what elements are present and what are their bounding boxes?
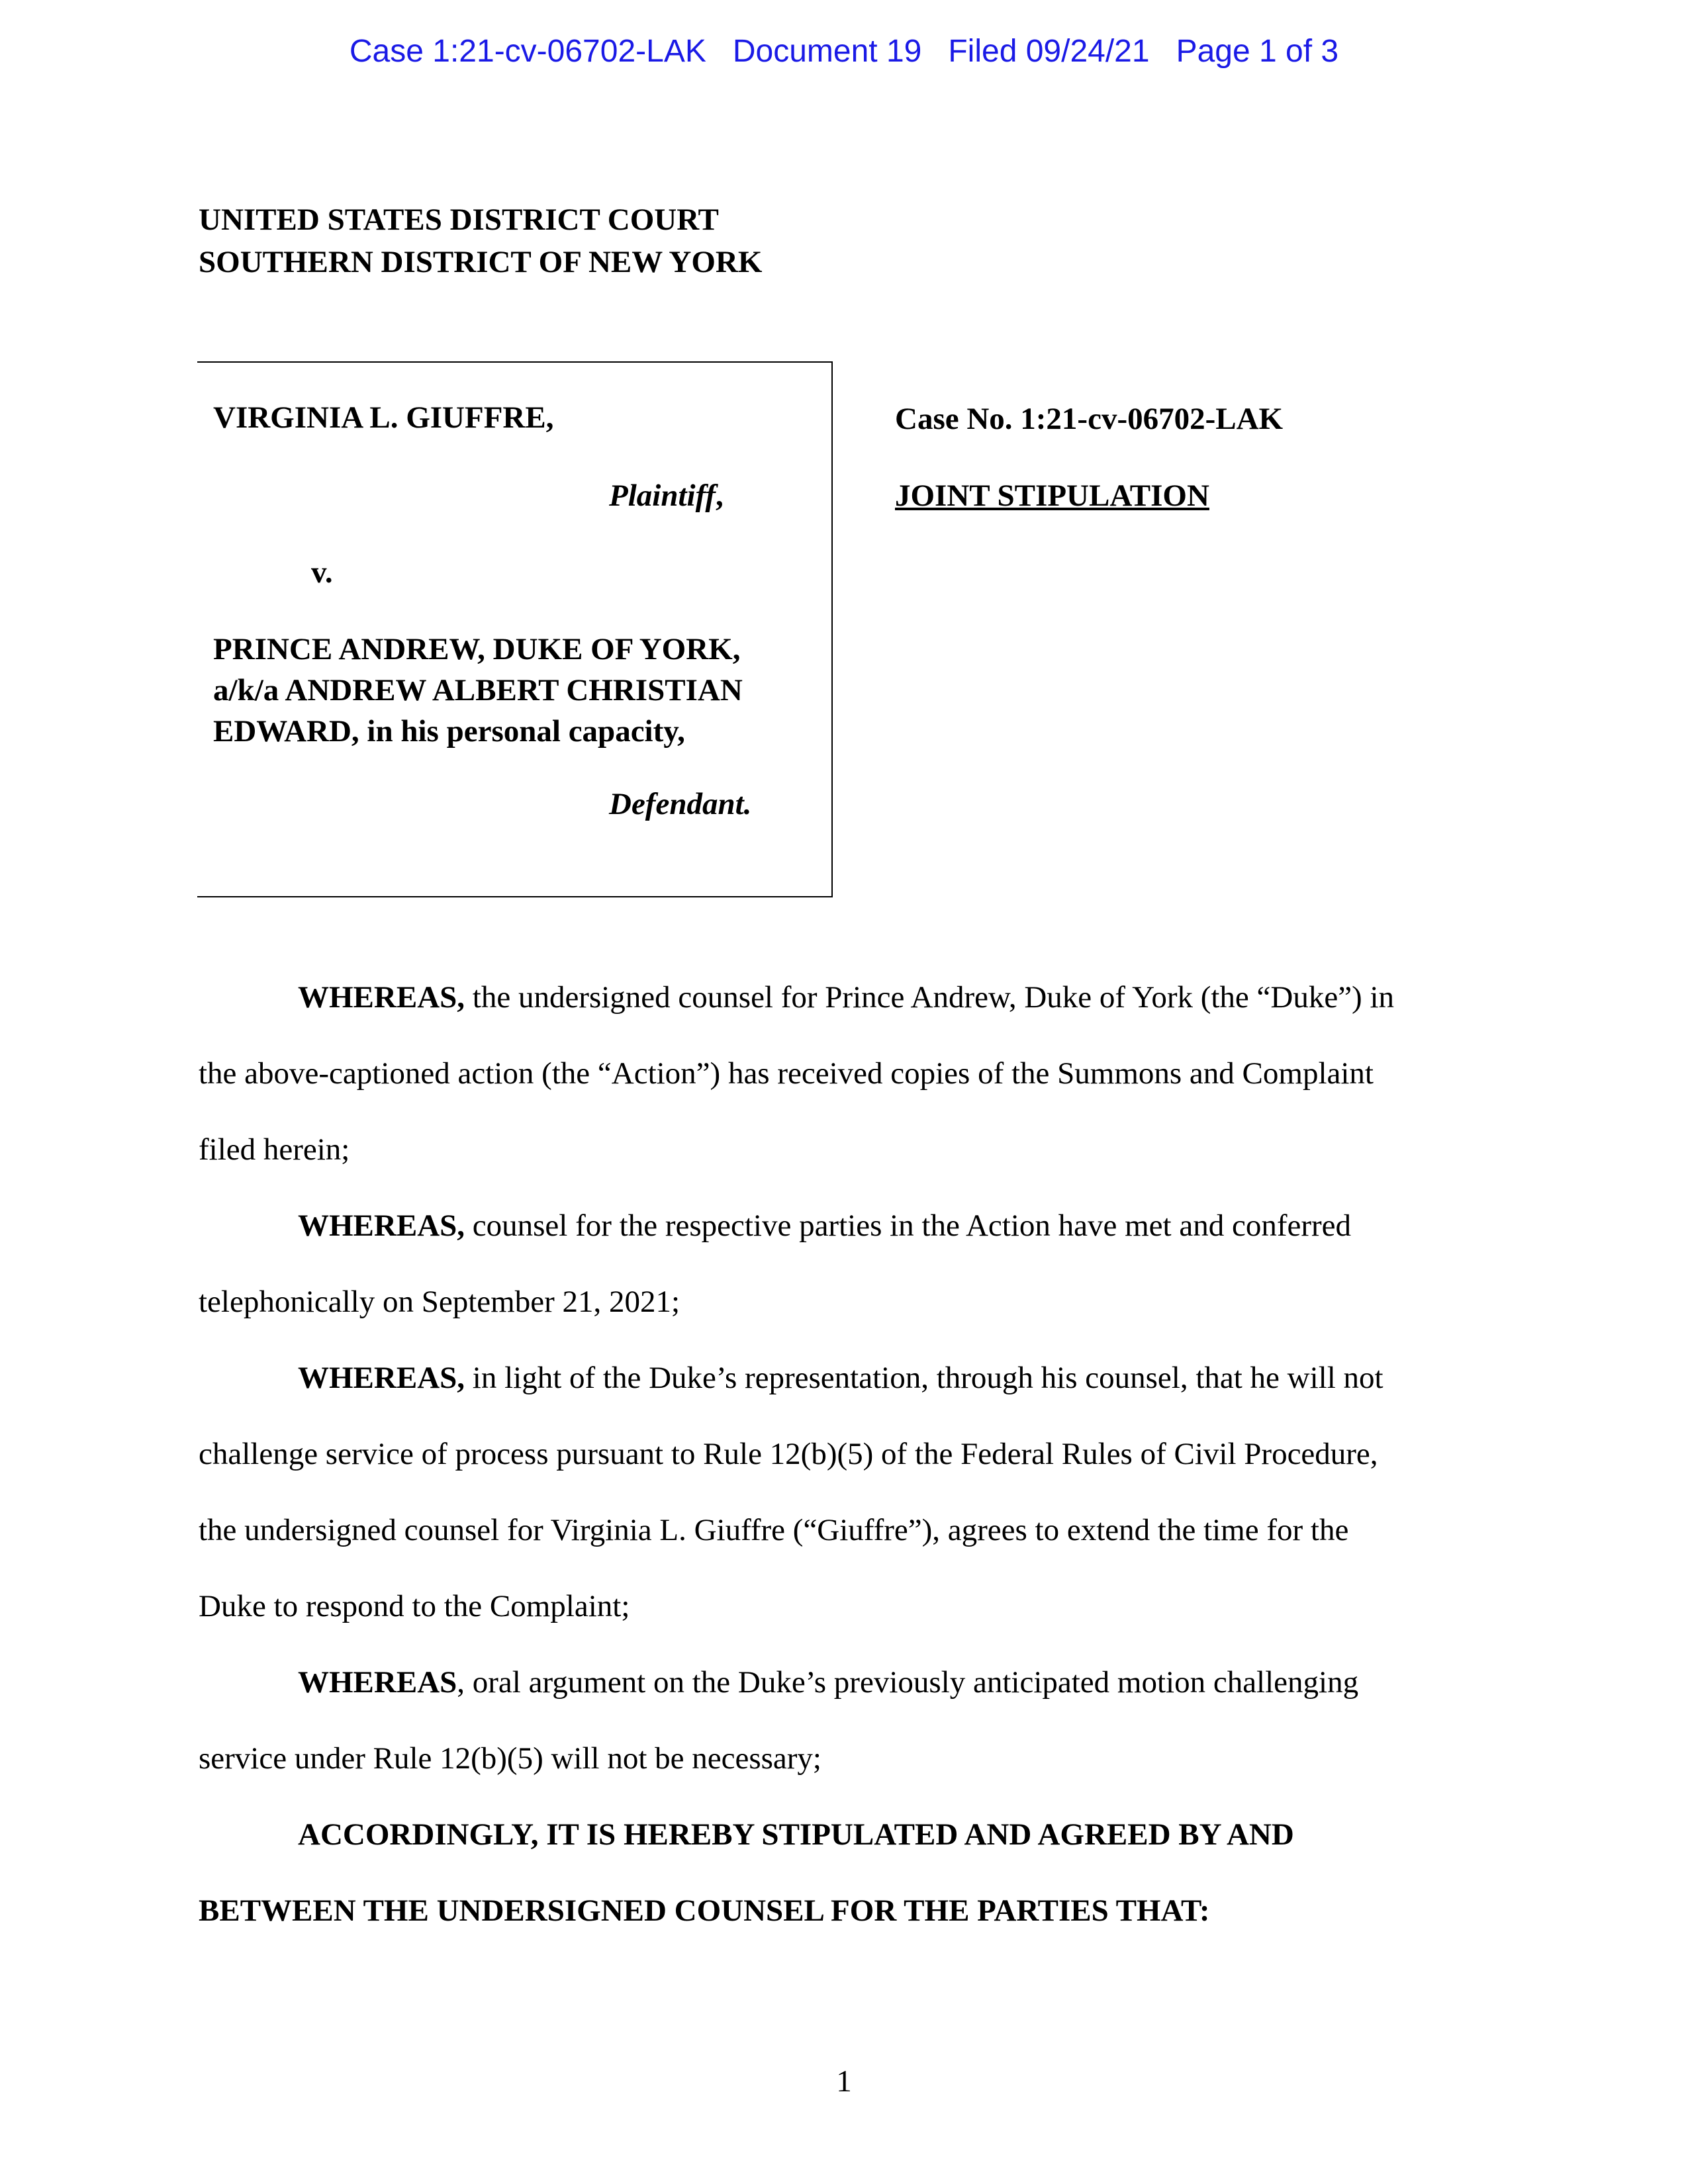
whereas-4-line-1: WHEREAS, oral argument on the Duke’s previously anticipated motion challenging — [298, 1665, 1359, 1700]
versus: v. — [311, 555, 333, 590]
whereas-4-line-2: service under Rule 12(b)(5) will not be necessary; — [199, 1741, 821, 1776]
ecf-filing-stamp: Case 1:21-cv-06702-LAK Document 19 Filed 09/24/21 Page 1 of 3 — [349, 34, 1339, 69]
stipulation-body — [199, 960, 1476, 1949]
court-heading — [199, 199, 762, 283]
page-number: 1 — [836, 2064, 852, 2099]
case-number: Case No. 1:21-cv-06702-LAK — [895, 402, 1284, 436]
court-name: UNITED STATES DISTRICT COURT — [199, 203, 719, 237]
court-district: SOUTHERN DISTRICT OF NEW YORK — [199, 245, 763, 279]
defendant-name: PRINCE ANDREW, DUKE OF YORK, a/k/a ANDREW ALBERT CHRISTIAN EDWARD, in his personal capacity, — [213, 632, 743, 749]
whereas-1-line-1: WHEREAS, the undersigned counsel for Prince Andrew, Duke of York (the “Duke”) in — [298, 980, 1395, 1015]
document-title: JOINT STIPULATION — [895, 478, 1209, 513]
accordingly-line-2: BETWEEN THE UNDERSIGNED COUNSEL FOR THE PARTIES THAT: — [199, 1893, 1210, 1928]
whereas-3-line-1: WHEREAS, in light of the Duke’s representation, through his counsel, that he will not — [298, 1361, 1383, 1395]
defendant-role: Defendant. — [609, 787, 752, 821]
whereas-2-line-1: WHEREAS, counsel for the respective parties in the Action have met and conferred — [298, 1208, 1352, 1243]
whereas-2-line-2: telephonically on September 21, 2021; — [199, 1285, 680, 1319]
whereas-3-line-2: challenge service of process pursuant to Rule 12(b)(5) of the Federal Rules of Civil Procedure, — [199, 1437, 1378, 1471]
plaintiff-name: VIRGINIA L. GIUFFRE, — [213, 400, 554, 435]
whereas-1-line-3: filed herein; — [199, 1132, 350, 1167]
whereas-1-line-2: the above-captioned action (the “Action”) has received copies of the Summons and Complaint — [199, 1056, 1374, 1091]
accordingly-line-1: ACCORDINGLY, IT IS HEREBY STIPULATED AND AGREED BY AND — [298, 1817, 1294, 1852]
plaintiff-role: Plaintiff, — [609, 478, 724, 513]
whereas-3-line-3: the undersigned counsel for Virginia L. Giuffre (“Giuffre”), agrees to extend the time for the — [199, 1513, 1349, 1547]
whereas-3-line-4: Duke to respond to the Complaint; — [199, 1589, 630, 1623]
